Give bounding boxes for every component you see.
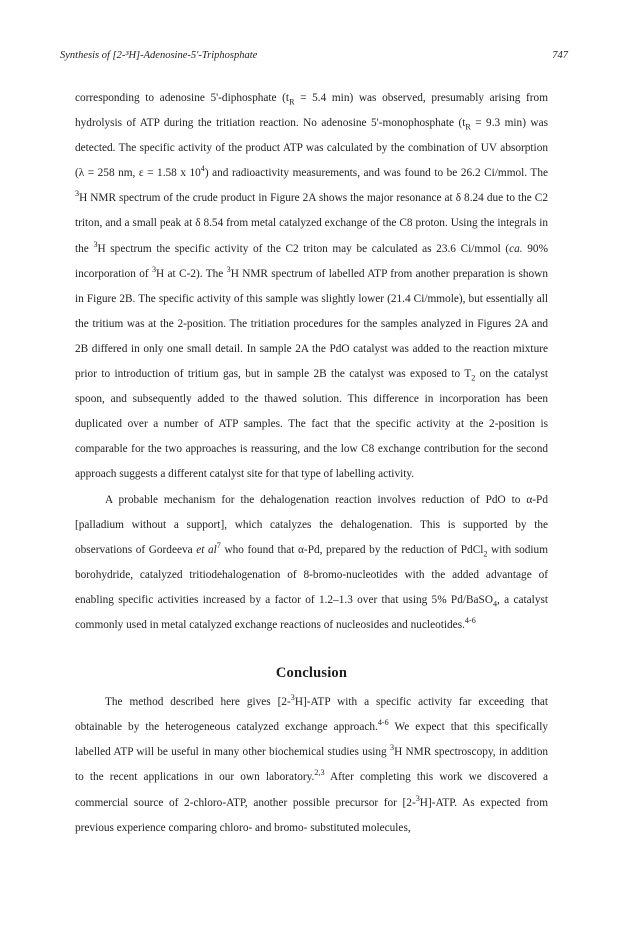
page-number: 747 xyxy=(552,50,568,61)
section-heading: Conclusion xyxy=(275,665,348,682)
paragraph: corresponding to adenosine 5'-diphosphate ($t_R = 5.4$ min) was observed, presumably arising from hydrolysis of ATP during the tritiation reaction. No adenosine 5'-monophosphate ($t_R = 9.3$ min) was detected. The specific activity of the product ATP was calculated by the combination of UV absorption (λ = 258 nm, ε = 1.58 x $10^4$) and radioactivity measurements, and was found to be 26.2 Ci/mmol. The $^3$H NMR spectrum of the crude product in Figure 2A shows the major resonance at δ 8.24 due to the C2 triton, and a small peak at δ 8.54 from metal catalyzed exchange of the C8 proton. Using the integrals in the $^3$H spectrum the specific activity of the C2 triton may be calculated as 23.6 Ci/mmol (ca. 90% incorporation of $^3$H at C-2). The $^3$H NMR spectrum of labelled ATP from another preparation is shown in Figure 2B. The specific activity of this sample was slightly lower (21.4 Ci/mmole), but essentially all the tritium was at the 2-position. The tritiation procedures for the samples analyzed in Figures 2A and 2B differed in only one small detail. In sample 2A the PdO catalyst was added to the reaction mixture prior to introduction of tritium gas, but in sample 2B the catalyst was exposed to $T_2$ on the catalyst spoon, and subsequently added to the thawed solution. This difference in incorporation has been duplicated over a number of ATP samples. The fact that the specific activity at the 2-position is comparable for the two approaches is reassuring, and the low C8 exchange contribution for the second approach suggests a different catalyst site for that type of labelling activity. xyxy=(75,92,549,481)
paragraph: The method described here gives [2-$^3$H]-ATP with a specific activity far exceeding that obtainable by the heterogeneous catalyzed exchange approach.$^{4-6}$ We expect that this specifically labelled ATP will be useful in many other biochemical studies using $^3$H NMR spectroscopy, in addition to the recent applications in our own laboratory.$^{2,3}$ After completing this work we discovered a commercial source of 2-chloro-ATP, another possible precursor for [2-$^3$H]-ATP. As expected from previous experience comparing chloro- and bromo- substituted molecules, xyxy=(75,693,548,834)
running-title: Synthesis of [2-³H]-Adenosine-5′-Triphosphate xyxy=(60,50,258,61)
article-body xyxy=(75,86,548,841)
paragraph: A probable mechanism for the dehalogenation reaction involves reduction of PdO to α-Pd [palladium without a support], which catalyzes the dehalogenation. This is supported by the observations of Gordeeva et $al^7$ who found that α-Pd, prepared by the reduction of PdCl$_2$ with sodium borohydride, catalyzed tritiodehalogenation of 8-bromo-nucleotides with the added advantage of enabling specific activities increased by a factor of 1.2–1.3 over that using 5% Pd/BaSO$_4$, a catalyst commonly used in metal catalyzed exchange reactions of nucleosides and nucleotides.$^{4-6}$ xyxy=(75,493,548,631)
running-header xyxy=(60,50,568,64)
